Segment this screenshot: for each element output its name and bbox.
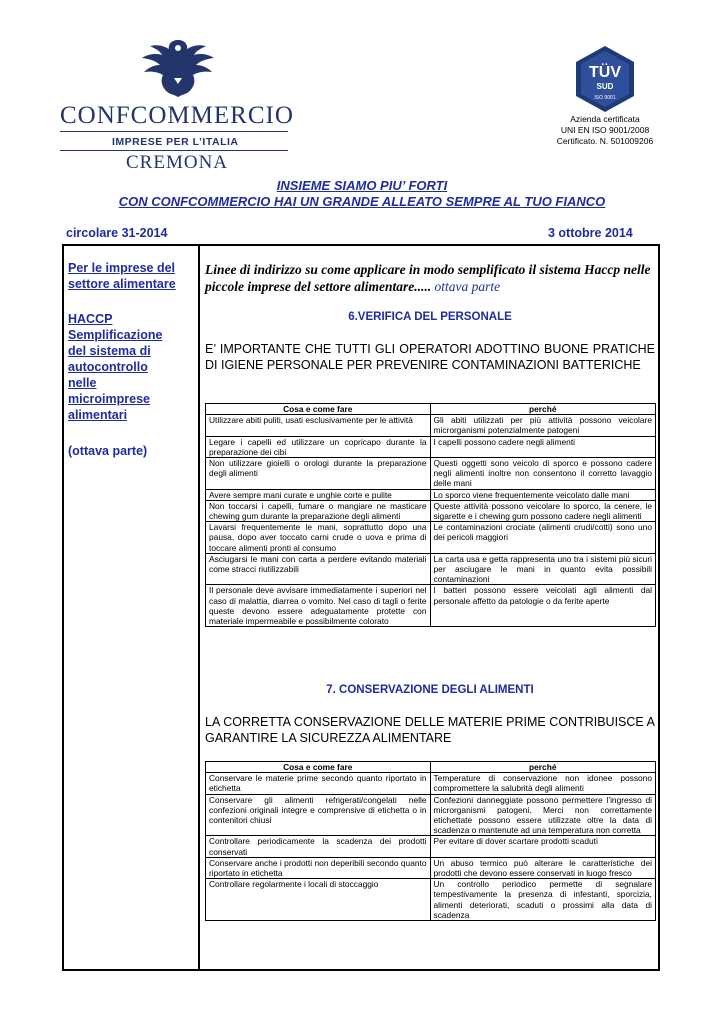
table-cell: Conservare le materie prime secondo quanto riportato in etichetta — [206, 773, 431, 794]
table-header: perché — [430, 404, 656, 415]
sidebar-line: autocontrollo — [68, 360, 148, 374]
table-row — [206, 415, 656, 436]
table-cell: Un abuso termico può alterare le caratteristiche dei prodotti che devono essere conservati in luogo fresco — [430, 857, 656, 878]
section-7-title: 7. CONSERVAZIONE DEGLI ALIMENTI — [326, 684, 534, 696]
frame-border — [62, 969, 660, 971]
frame-border — [198, 244, 200, 971]
table-cell: Controllare regolarmente i locali di stoccaggio — [206, 879, 431, 921]
sidebar-line: settore alimentare — [68, 277, 176, 291]
table-header-row — [206, 762, 656, 773]
table-row — [206, 794, 656, 836]
tuv-badge-iso: ISO 9001 — [594, 95, 616, 101]
eagle-emblem-icon — [140, 38, 216, 98]
cert-line: Certificato. N. 501009206 — [556, 136, 654, 146]
table-cell: Non toccarsi i capelli, fumare o mangiare ne masticare chewing gum durante la preparazione degli alimenti — [206, 500, 431, 521]
certification-text — [540, 114, 670, 147]
table-row — [206, 879, 656, 921]
table-cell: Lavarsi frequentemente le mani, soprattutto dopo una pausa, dopo aver toccato carni crude o uova e prima di toccare alimenti pronti al consumo — [206, 522, 431, 554]
table-cell: Conservare gli alimenti refrigerati/congelati nelle confezioni originali integre e comprensive di etichetta o in contenitori chiusi — [206, 794, 431, 836]
frame-border — [62, 244, 660, 246]
sidebar-line: del sistema di — [68, 344, 151, 358]
sidebar-line: nelle — [68, 376, 97, 390]
table-cell: Queste attività possono veicolare lo sporco, la cenere, le sigarette e i chewing gum possono cadere negli alimenti — [430, 500, 656, 521]
sidebar-line: microimprese — [68, 392, 150, 406]
slogan-line-2: CON CONFCOMMERCIO HAI UN GRANDE ALLEATO SEMPRE AL TUO FIANCO — [118, 194, 606, 209]
table-header-row — [206, 404, 656, 415]
circular-number: circolare 31-2014 — [66, 226, 168, 240]
table-cell: Le contaminazioni crociate (alimenti crudi/cotti) sono uno dei pericoli maggiori — [430, 522, 656, 554]
tuv-badge-bottom: SUD — [596, 82, 614, 91]
table-row — [206, 836, 656, 857]
circular-date: 3 ottobre 2014 — [548, 226, 633, 240]
table-header: Cosa e come fare — [206, 762, 431, 773]
frame-border — [658, 244, 660, 971]
table-cell: Controllare periodicamente la scadenza dei prodotti conservati — [206, 836, 431, 857]
table-cell: Asciugarsi le mani con carta a perdere evitando materiali come stracci riutilizzabili — [206, 553, 431, 585]
brand-city: CREMONA — [126, 152, 229, 173]
table-header: perché — [430, 762, 656, 773]
table-cell: Il personale deve avvisare immediatamente i superiori nel caso di malattia, diarrea o vomito. Nel caso di tagli o ferite queste devono essere adeguatamente protette con materiale impermeabile e possibilmente colorato — [206, 585, 431, 627]
section-7-text: LA CORRETTA CONSERVAZIONE DELLE MATERIE PRIME CONTRIBUISCE A GARANTIRE LA SICUREZZA ALIMENTARE — [205, 715, 655, 745]
table-cell: La carta usa e getta rappresenta uno tra i sistemi più sicuri per asciugare le mani in quanto evita possibili contaminazioni — [430, 553, 656, 585]
table-row — [206, 458, 656, 490]
table-cell: Lo sporco viene frequentemente veicolato dalle mani — [430, 489, 656, 500]
sidebar-line: Per le imprese del — [68, 261, 176, 275]
brand-subtitle: IMPRESE PER L’ITALIA — [112, 136, 239, 148]
brand-divider — [60, 131, 288, 132]
cert-line: Azienda certificata — [570, 114, 640, 124]
table-cell: Confezioni danneggiate possono permettere l’ingresso di microrganismi patogeni. Merci non correttamente etichettate possono essere utilizzate oltre la data di scadenza o mantenute ad una temperatura non corretta — [430, 794, 656, 836]
table-cell: Non utilizzare gioielli o orologi durante la preparazione degli alimenti — [206, 458, 431, 490]
section-6-title: 6.VERIFICA DEL PERSONALE — [348, 311, 512, 323]
table-cell: Un controllo periodico permette di segnalare tempestivamente la presenza di infestanti, sporcizia, alimenti deteriorati, scaduti o prossimi alla data di scadenza — [430, 879, 656, 921]
slogan-line-1: INSIEME SIAMO PIU’ FORTI — [276, 178, 448, 193]
personnel-table — [205, 403, 656, 627]
table-row — [206, 857, 656, 878]
table-row — [206, 436, 656, 457]
brand-name: CONFCOMMERCIO — [60, 102, 294, 129]
table-row — [206, 553, 656, 585]
table-row — [206, 500, 656, 521]
tuv-certification-icon — [571, 45, 639, 113]
table-row — [206, 585, 656, 627]
table-cell: Gli abiti utilizzati per più attività possono veicolare microrganismi potenzialmente patogeni — [430, 415, 656, 436]
table-row — [206, 522, 656, 554]
table-cell: I capelli possono cadere negli alimenti — [430, 436, 656, 457]
section-6-text: E’ IMPORTANTE CHE TUTTI GLI OPERATORI ADOTTINO BUONE PRATICHE DI IGIENE PERSONALE PER PREVENIRE CONTAMINAZIONI BATTERICHE — [205, 342, 655, 372]
intro-part: ottava parte — [434, 279, 501, 294]
table-cell: Temperature di conservazione non idonee possono compromettere la salubrità degli alimenti — [430, 773, 656, 794]
table-cell: Per evitare di dover scartare prodotti scaduti — [430, 836, 656, 857]
table-cell: Avere sempre mani curate e unghie corte e pulite — [206, 489, 431, 500]
sidebar-line: (ottava parte) — [68, 444, 148, 458]
tuv-badge-top: TÜV — [589, 64, 621, 81]
intro-text: Linee di indirizzo su come applicare in modo semplificato il sistema Haccp nelle piccole imprese del settore alimentare..... — [205, 262, 651, 294]
intro-heading — [205, 261, 655, 295]
table-cell: I batteri possono essere veicolati agli alimenti dal personale affetto da patologie o da ferite aperte — [430, 585, 656, 627]
table-cell: Legare i capelli ed utilizzare un copricapo durante la preparazione dei cibi — [206, 436, 431, 457]
sidebar-line: alimentari — [68, 408, 128, 422]
confcommercio-logo — [60, 38, 294, 173]
table-header: Cosa e come fare — [206, 404, 431, 415]
table-row — [206, 489, 656, 500]
frame-border — [62, 244, 64, 971]
sidebar-line: HACCP — [68, 312, 113, 326]
sidebar-line: Semplificazione — [68, 328, 163, 342]
storage-table — [205, 761, 656, 921]
table-row — [206, 773, 656, 794]
cert-line: UNI EN ISO 9001/2008 — [560, 125, 650, 135]
table-cell: Utilizzare abiti puliti, usati esclusivamente per le attività — [206, 415, 431, 436]
brand-divider — [60, 150, 288, 151]
table-cell: Conservare anche i prodotti non deperibili secondo quanto riportato in etichetta — [206, 857, 431, 878]
table-cell: Questi oggetti sono veicolo di sporco e possono cadere negli alimenti inoltre non consentono il corretto lavaggio delle mani — [430, 458, 656, 490]
